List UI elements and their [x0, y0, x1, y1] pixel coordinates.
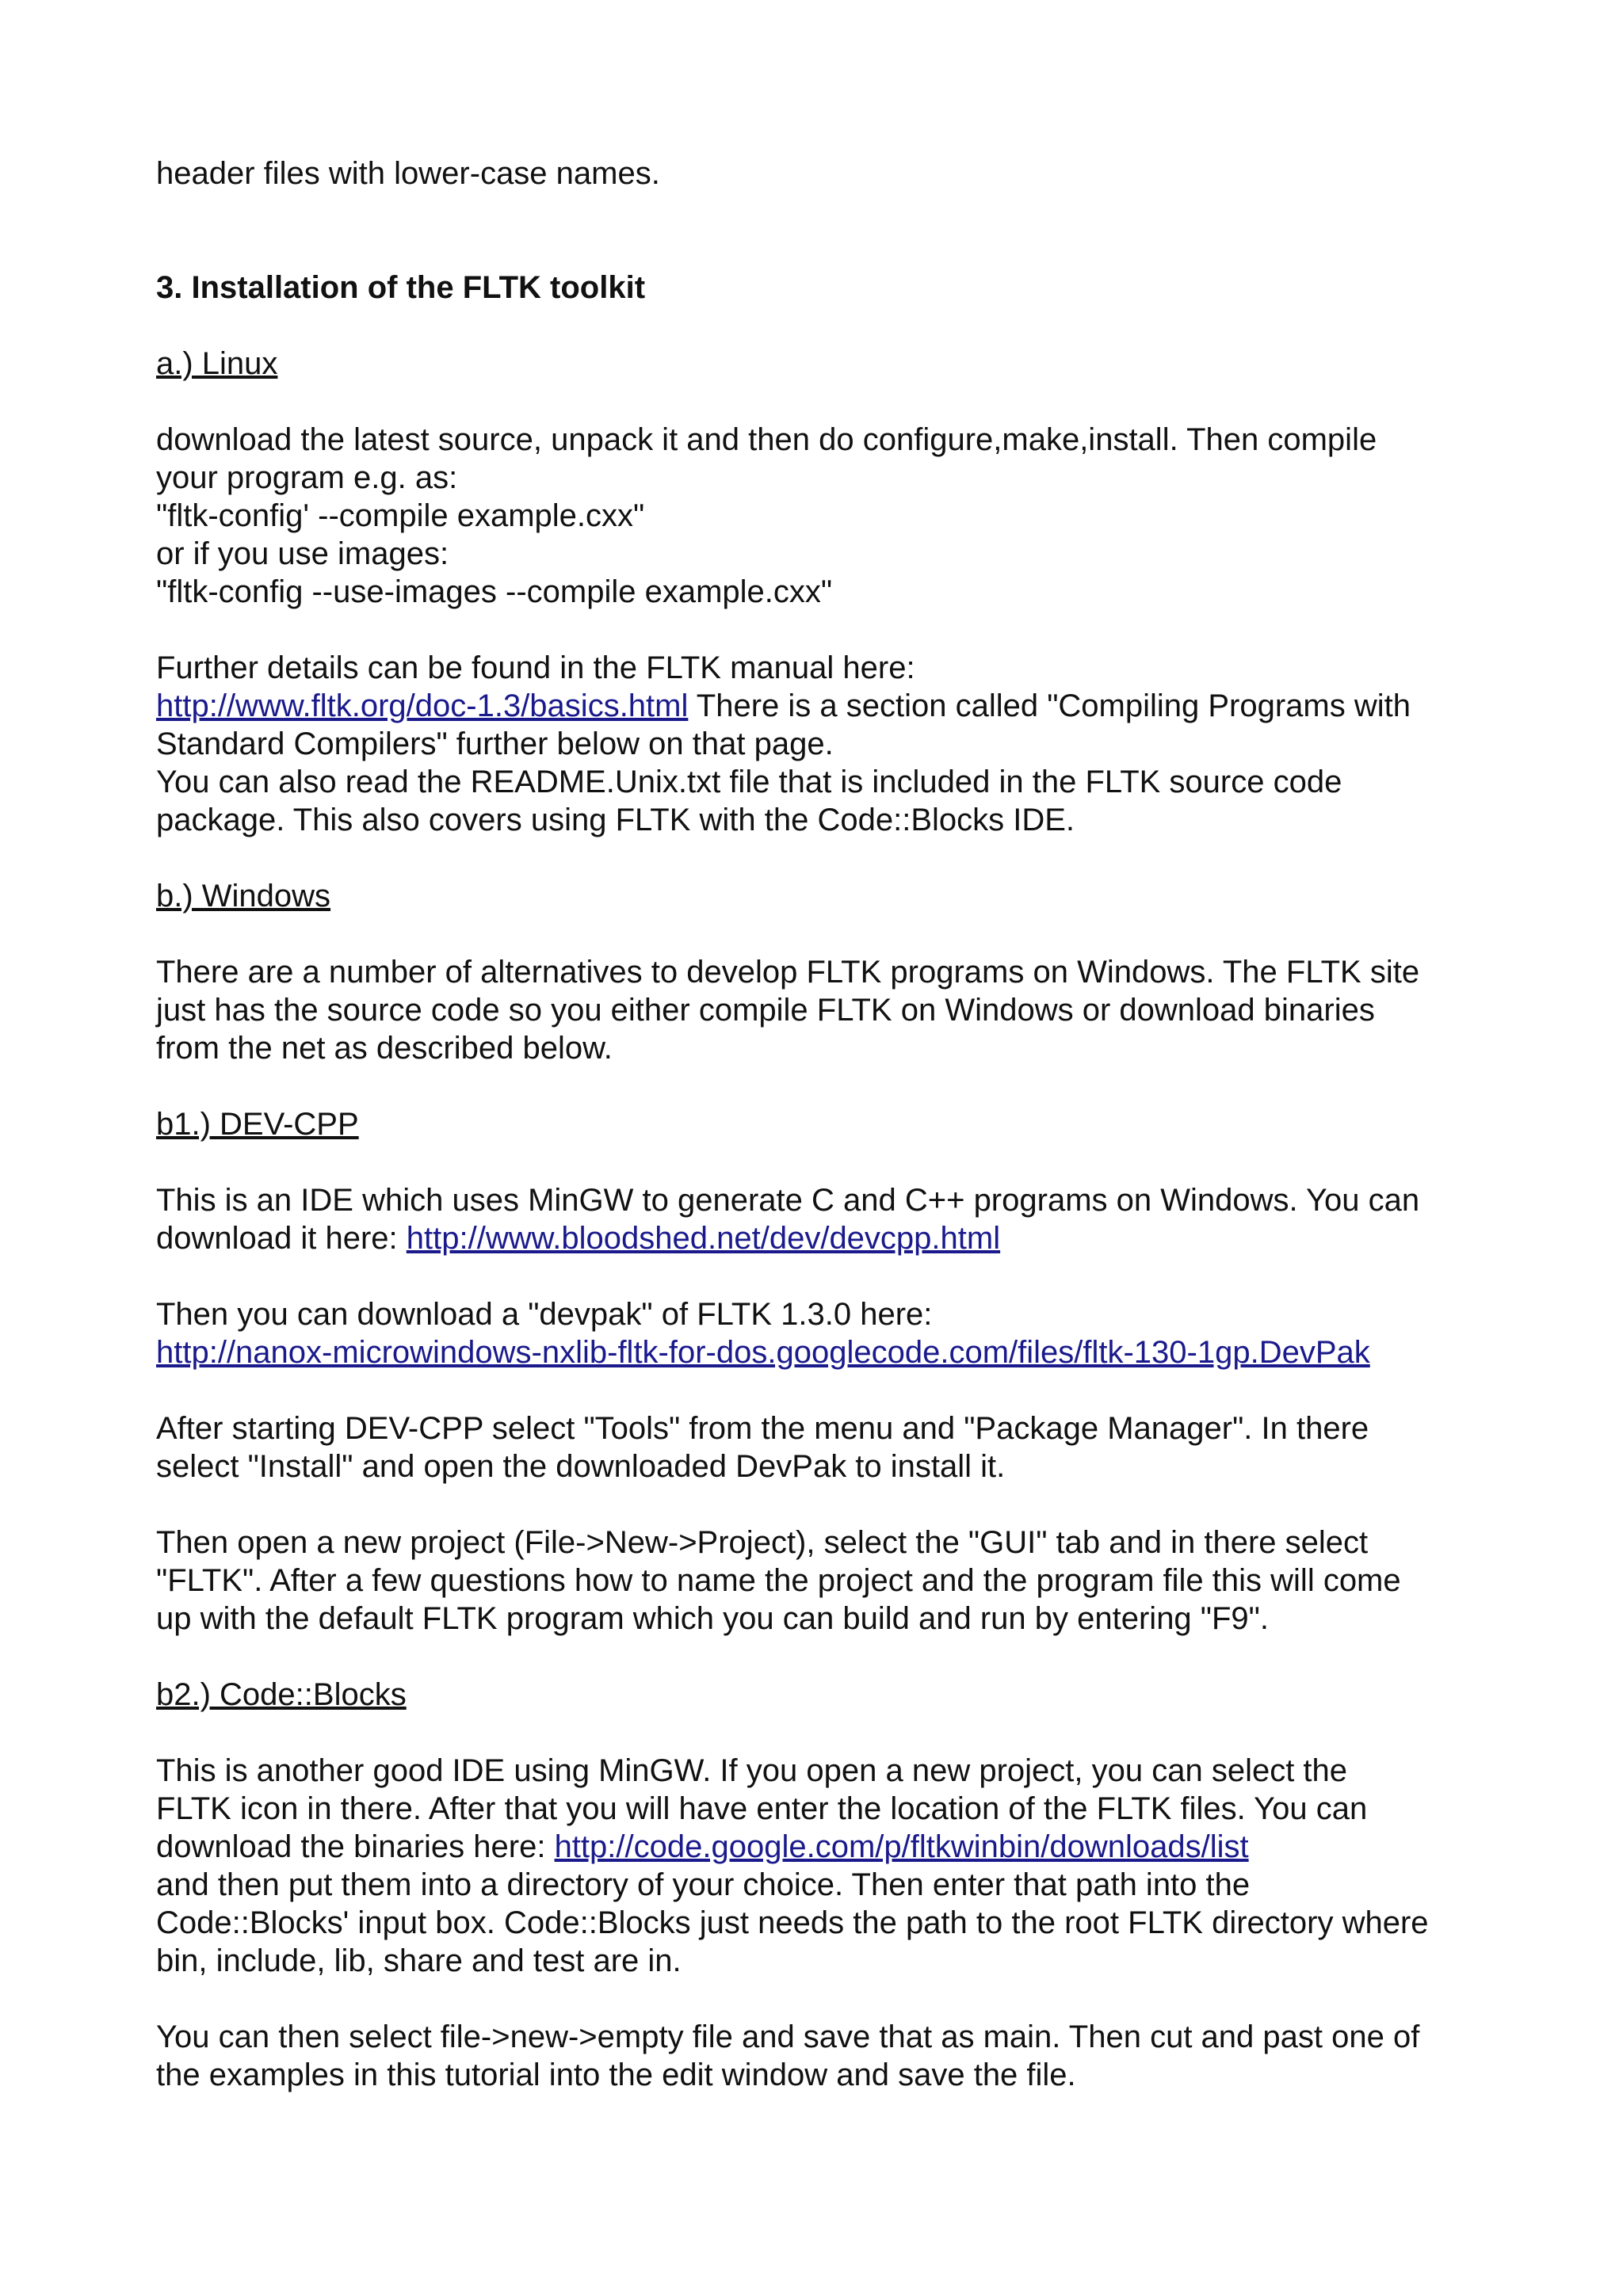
codeblocks-paragraph-1	[156, 1752, 1503, 1980]
devcpp-paragraph-2	[156, 1295, 1503, 1371]
text-line	[156, 1219, 1503, 1257]
spacer	[156, 915, 1503, 953]
text-line: FLTK icon in there. After that you will have enter the location of the FLTK files. You can	[156, 1791, 1368, 1826]
text-line: from the net as described below.	[156, 1031, 613, 1066]
text-line: your program e.g. as:	[156, 460, 458, 495]
text-line: the examples in this tutorial into the edit window and save the file.	[156, 2058, 1076, 2092]
text-line: Then open a new project (File->New->Project), select the "GUI" tab and in there select	[156, 1525, 1369, 1560]
text-line: Code::Blocks' input box. Code::Blocks just needs the path to the root FLTK directory where	[156, 1905, 1429, 1940]
subheading-devcpp: b1.) DEV-CPP	[156, 1107, 359, 1142]
code-line: "fltk-config --use-images --compile example.cxx"	[156, 574, 833, 609]
text-line: There are a number of alternatives to develop FLTK programs on Windows. The FLTK site	[156, 955, 1420, 990]
subheading-windows: b.) Windows	[156, 879, 331, 913]
text-line	[156, 687, 1503, 725]
text-line: bin, include, lib, share and test are in.	[156, 1943, 682, 1978]
text-line: just has the source code so you either compile FLTK on Windows or download binaries	[156, 993, 1375, 1028]
spacer	[156, 1486, 1503, 1524]
spacer	[156, 611, 1503, 649]
text-line: After starting DEV-CPP select "Tools" from the menu and "Package Manager". In there	[156, 1411, 1369, 1446]
document-page	[156, 154, 1503, 2094]
section-heading: 3. Installation of the FLTK toolkit	[156, 270, 646, 305]
text-line	[156, 1333, 1503, 1371]
spacer	[156, 1371, 1503, 1409]
text-line: You can then select file->new->empty file and save that as main. Then cut and past one of	[156, 2019, 1420, 2054]
linux-paragraph-1	[156, 421, 1503, 611]
spacer	[156, 383, 1503, 421]
spacer	[156, 1980, 1503, 2018]
devcpp-paragraph-4	[156, 1524, 1503, 1638]
subheading-codeblocks: b2.) Code::Blocks	[156, 1677, 407, 1712]
devcpp-download-link[interactable]: http://www.bloodshed.net/dev/devcpp.html	[406, 1221, 1001, 1256]
text-line: select "Install" and open the downloaded DevPak to install it.	[156, 1449, 1006, 1484]
text-line: "FLTK". After a few questions how to name the project and the program file this will come	[156, 1563, 1401, 1598]
text-line: This is another good IDE using MinGW. If you open a new project, you can select the	[156, 1753, 1348, 1788]
text-line: or if you use images:	[156, 536, 449, 571]
text-line: Then you can download a "devpak" of FLTK 1.3.0 here:	[156, 1297, 933, 1332]
text-line: up with the default FLTK program which you can build and run by entering "F9".	[156, 1601, 1269, 1636]
devpak-download-link[interactable]: http://nanox-microwindows-nxlib-fltk-for-dos.googlecode.com/files/fltk-130-1gp.DevPak	[156, 1335, 1370, 1370]
devcpp-paragraph-3	[156, 1409, 1503, 1486]
spacer	[156, 839, 1503, 877]
devcpp-paragraph-1	[156, 1181, 1503, 1257]
linux-paragraph-2	[156, 649, 1503, 839]
text-line: download the latest source, unpack it and then do configure,make,install. Then compile	[156, 422, 1377, 457]
spacer	[156, 1143, 1503, 1181]
text-span: download it here:	[156, 1221, 407, 1256]
spacer	[156, 307, 1503, 345]
text-line: package. This also covers using FLTK with the Code::Blocks IDE.	[156, 803, 1075, 837]
codeblocks-paragraph-2	[156, 2018, 1503, 2094]
spacer	[156, 1067, 1503, 1105]
subheading-linux: a.) Linux	[156, 346, 278, 381]
spacer	[156, 1638, 1503, 1676]
text-line	[156, 1828, 1503, 1866]
fltkwinbin-download-link[interactable]: http://code.google.com/p/fltkwinbin/downloads/list	[554, 1829, 1249, 1864]
text-line: Further details can be found in the FLTK manual here:	[156, 650, 915, 685]
spacer	[156, 1714, 1503, 1752]
spacer	[156, 1257, 1503, 1295]
intro-line: header files with lower-case names.	[156, 156, 660, 191]
text-line: Standard Compilers" further below on that page.	[156, 727, 834, 761]
fltk-manual-link[interactable]: http://www.fltk.org/doc-1.3/basics.html	[156, 688, 689, 723]
text-line: and then put them into a directory of your choice. Then enter that path into the	[156, 1867, 1251, 1902]
code-line: "fltk-config' --compile example.cxx"	[156, 498, 645, 533]
text-span: download the binaries here:	[156, 1829, 555, 1864]
spacer	[156, 193, 1503, 269]
text-line: You can also read the README.Unix.txt file that is included in the FLTK source code	[156, 765, 1342, 799]
text-line: This is an IDE which uses MinGW to generate C and C++ programs on Windows. You can	[156, 1183, 1420, 1218]
text-span: There is a section called "Compiling Programs with	[688, 688, 1411, 723]
windows-paragraph-1	[156, 953, 1503, 1067]
